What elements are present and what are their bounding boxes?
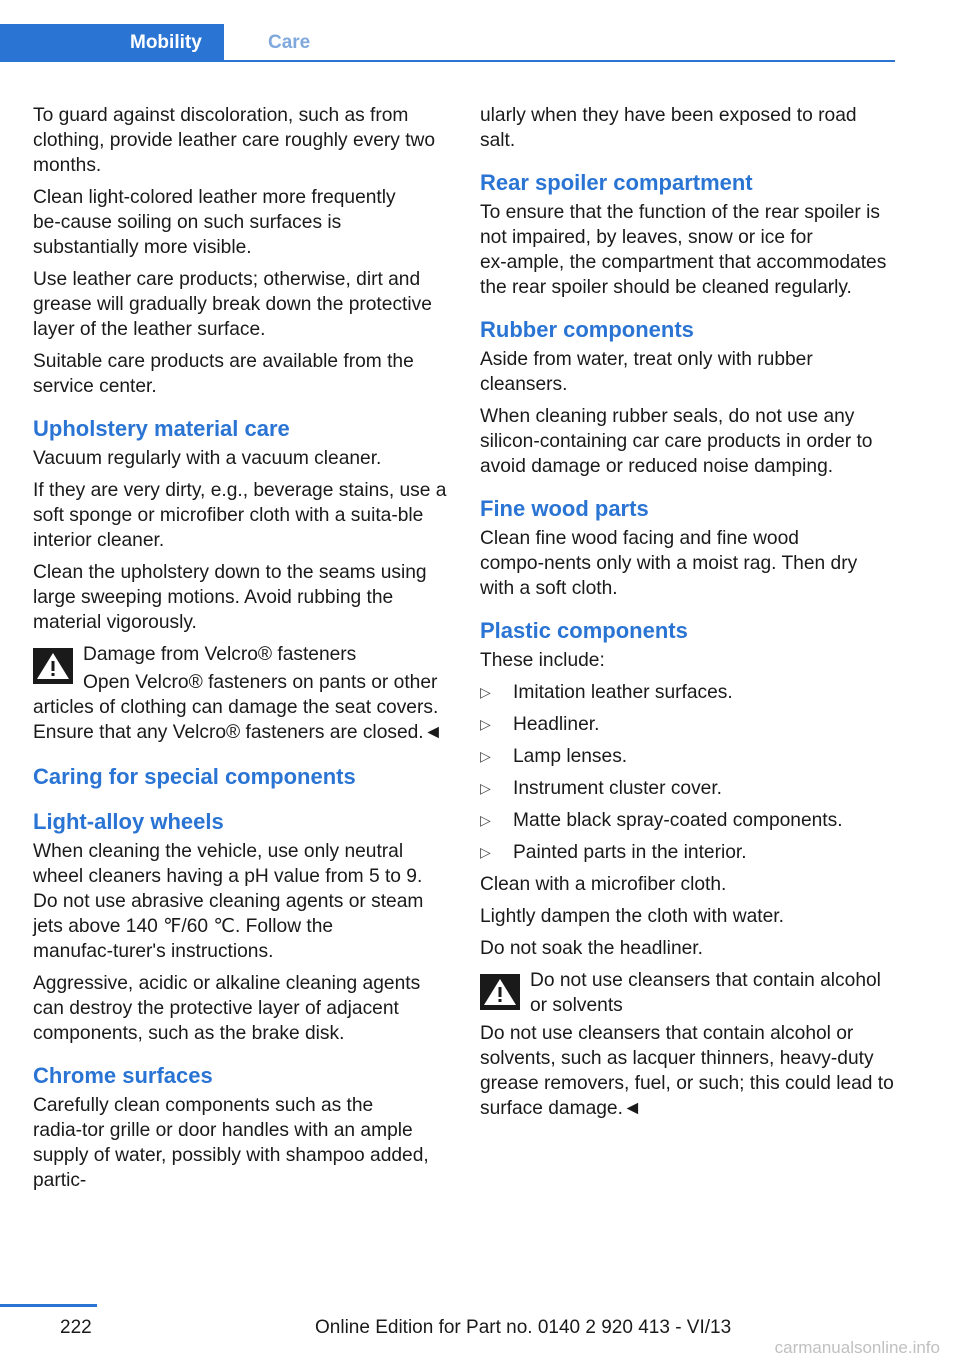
plastic-list [480, 680, 895, 865]
edition-text: Online Edition for Part no. 0140 2 920 413 - VI/13 [315, 1317, 732, 1338]
list-item-text: Lamp lenses. [513, 746, 628, 767]
left-column [33, 103, 448, 1200]
heading-special-components: Caring for special components [33, 764, 356, 789]
section-tabs [0, 24, 895, 62]
list-item [480, 680, 895, 705]
warning-body: Do not use cleansers that contain alcohol or solvents, such as lacquer thinners, heavy-duty grease removers, fuel, or such; this could lead to surface damage.◄ [480, 1023, 894, 1119]
list-item-text: Imitation leather surfaces. [513, 682, 733, 703]
wheels-paragraph-2: Aggressive, acidic or alkaline cleaning agents can destroy the protective layer of adjacent components, such as the brake disk. [33, 973, 421, 1044]
plastic-intro: These include: [480, 650, 605, 671]
list-item [480, 776, 895, 801]
bullet-triangle-icon: ▷ [480, 684, 491, 700]
velcro-warning [33, 642, 448, 745]
list-item-text: Painted parts in the interior. [513, 842, 747, 863]
leather-paragraph-4: Suitable care products are available from the service center. [33, 351, 414, 397]
wood-paragraph: Clean fine wood facing and fine wood compo‑nents only with a moist rag. Then dry with a soft cloth. [480, 528, 858, 599]
heading-fine-wood: Fine wood parts [480, 496, 649, 521]
bullet-triangle-icon: ▷ [480, 716, 491, 732]
list-item-text: Headliner. [513, 714, 600, 735]
heading-plastic-components: Plastic components [480, 618, 688, 643]
list-item [480, 744, 895, 769]
warning-triangle-icon [480, 974, 520, 1010]
leather-paragraph-2: Clean light-colored leather more frequently be‑cause soiling on such surfaces is substantially more visible. [33, 187, 396, 258]
chrome-paragraph-continued: ularly when they have been exposed to road salt. [480, 105, 857, 151]
list-item [480, 840, 895, 865]
plastic-paragraph-2: Lightly dampen the cloth with water. [480, 906, 784, 927]
chrome-paragraph-1: Carefully clean components such as the radia‑tor grille or door handles with an ample supply of water, possibly with shampoo added, partic‑ [33, 1095, 429, 1191]
bullet-triangle-icon: ▷ [480, 844, 491, 860]
list-item-text: Instrument cluster cover. [513, 778, 723, 799]
right-column [480, 103, 895, 1128]
heading-chrome-surfaces: Chrome surfaces [33, 1063, 213, 1088]
plastic-paragraph-1: Clean with a microfiber cloth. [480, 874, 727, 895]
warning-title: Do not use cleansers that contain alcohol or solvents [530, 970, 881, 1016]
upholstery-paragraph-1: Vacuum regularly with a vacuum cleaner. [33, 448, 382, 469]
bullet-triangle-icon: ▷ [480, 748, 491, 764]
list-item [480, 712, 895, 737]
plastic-paragraph-3: Do not soak the headliner. [480, 938, 703, 959]
heading-upholstery: Upholstery material care [33, 416, 290, 441]
rubber-paragraph-1: Aside from water, treat only with rubber cleansers. [480, 349, 813, 395]
rubber-paragraph-2: When cleaning rubber seals, do not use any silicon-containing car care products in order to avoid damage or reduced noise damping. [480, 406, 873, 477]
list-item [480, 808, 895, 833]
tab-care[interactable]: Care [268, 32, 311, 53]
tab-underline [0, 60, 895, 62]
wheels-paragraph-1: When cleaning the vehicle, use only neutral wheel cleaners having a pH value from 5 to 9. Do not use abrasive cleaning agents or steam jets above 140 ℉/60 ℃. Follow the manufac‑turer's instructions. [33, 841, 424, 962]
heading-rear-spoiler: Rear spoiler compartment [480, 170, 753, 195]
page-number: 222 [60, 1317, 92, 1338]
bullet-triangle-icon: ▷ [480, 780, 491, 796]
leather-paragraph-1: To guard against discoloration, such as from clothing, provide leather care roughly every two months. [33, 105, 436, 176]
watermark: carmanualsonline.info [774, 1338, 940, 1357]
footer-accent-line [0, 1304, 97, 1307]
heading-rubber-components: Rubber components [480, 317, 694, 342]
spoiler-paragraph: To ensure that the function of the rear spoiler is not impaired, by leaves, snow or ice for ex‑ample, the compartment that accommodates the rear spoiler should be cleaned regularly. [480, 202, 887, 298]
bullet-triangle-icon: ▷ [480, 812, 491, 828]
tab-mobility[interactable]: Mobility [0, 24, 224, 62]
upholstery-paragraph-2: If they are very dirty, e.g., beverage stains, use a soft sponge or microfiber cloth with a suita‑ble interior cleaner. [33, 480, 447, 551]
list-item-text: Matte black spray-coated components. [513, 810, 843, 831]
cleanser-warning [480, 968, 895, 1121]
upholstery-paragraph-3: Clean the upholstery down to the seams using large sweeping motions. Avoid rubbing the material vigorously. [33, 562, 427, 633]
heading-light-alloy-wheels: Light-alloy wheels [33, 809, 224, 834]
warning-triangle-icon [33, 648, 73, 684]
warning-title: Damage from Velcro® fasteners [83, 644, 357, 665]
leather-paragraph-3: Use leather care products; otherwise, dirt and grease will gradually break down the protective layer of the leather surface. [33, 269, 432, 340]
warning-body: Open Velcro® fasteners on pants or other articles of clothing can damage the seat covers. Ensure that any Velcro® fasteners are closed.◄ [33, 672, 443, 743]
